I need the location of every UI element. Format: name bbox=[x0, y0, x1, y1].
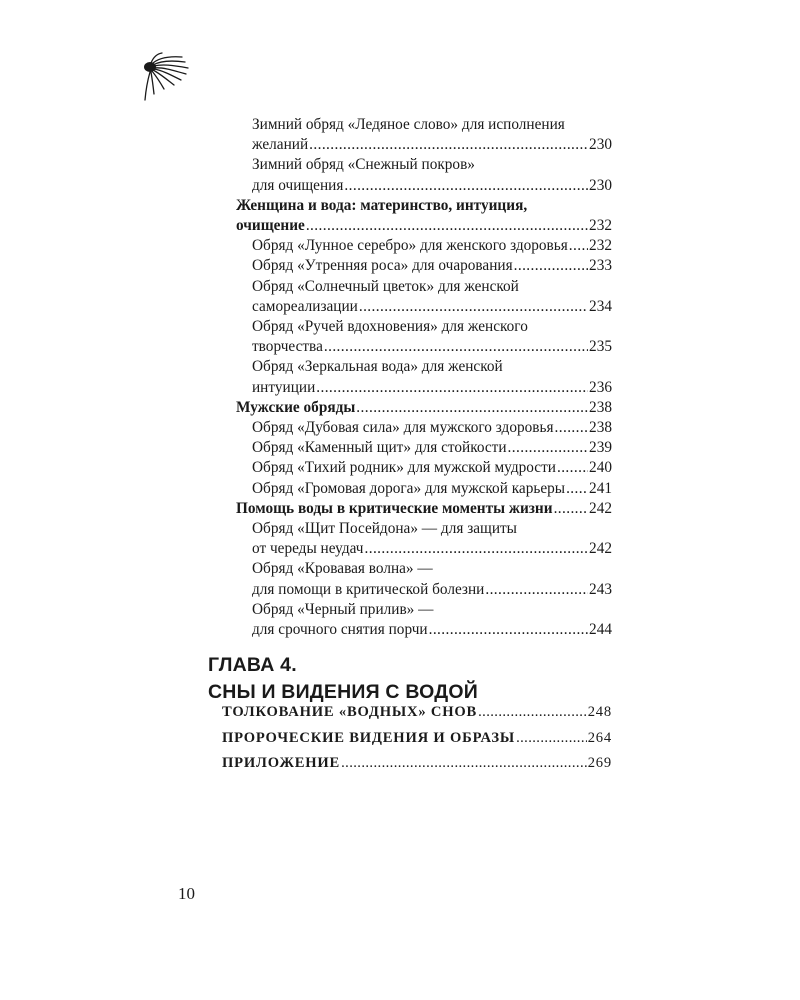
toc-subentry[interactable] bbox=[236, 418, 612, 438]
toc-line bbox=[236, 196, 612, 216]
toc-page-number: 236 bbox=[589, 378, 612, 396]
chapter-sections bbox=[222, 700, 612, 777]
dot-leader bbox=[554, 499, 588, 519]
toc-line bbox=[252, 539, 612, 559]
dot-leader bbox=[508, 438, 589, 458]
toc-page-number: 244 bbox=[589, 621, 612, 639]
toc-chapter-section[interactable] bbox=[222, 751, 612, 777]
toc-page-number: 234 bbox=[589, 297, 612, 315]
toc-entry-text: от череды неудач bbox=[252, 540, 364, 558]
toc-entry-text: Обряд «Каменный щит» для стойкости bbox=[252, 439, 507, 457]
toc-chapter-section[interactable] bbox=[222, 726, 612, 752]
toc-subentry[interactable] bbox=[236, 277, 612, 317]
toc-subentry[interactable] bbox=[236, 600, 612, 640]
toc-page-number: 230 bbox=[589, 176, 612, 194]
toc-line bbox=[252, 519, 612, 539]
toc-subentry[interactable] bbox=[236, 357, 612, 397]
dot-leader bbox=[316, 378, 588, 398]
toc-subentry[interactable] bbox=[236, 519, 612, 559]
toc-line bbox=[252, 357, 612, 377]
toc-page-number: 241 bbox=[589, 479, 612, 497]
toc-entry-text: самореализации bbox=[252, 297, 358, 315]
toc-entry-text: Зимний обряд «Снежный покров» bbox=[252, 156, 475, 174]
toc-line bbox=[252, 155, 612, 175]
toc-entry-text: Обряд «Зеркальная вода» для женской bbox=[252, 358, 503, 376]
toc-entry-text: Обряд «Лунное серебро» для женского здоровья bbox=[252, 237, 568, 255]
chapter-heading bbox=[208, 652, 618, 706]
toc-page-number: 264 bbox=[587, 729, 612, 746]
radiant-sun-icon bbox=[138, 52, 194, 104]
chapter-title: СНЫ И ВИДЕНИЯ С ВОДОЙ bbox=[208, 681, 478, 703]
toc-subentry[interactable] bbox=[236, 256, 612, 276]
toc-page-number: 233 bbox=[589, 257, 612, 275]
dot-leader bbox=[359, 297, 588, 317]
toc-section[interactable] bbox=[236, 499, 612, 519]
dot-leader bbox=[306, 216, 588, 236]
toc-page-number: 248 bbox=[587, 704, 612, 720]
toc-line bbox=[236, 398, 612, 418]
toc-entry-text: Обряд «Щит Посейдона» — для защиты bbox=[252, 520, 517, 538]
dot-leader bbox=[309, 135, 588, 155]
toc-page-number: 230 bbox=[589, 136, 612, 154]
dot-leader bbox=[478, 700, 587, 726]
toc-entry-text: Обряд «Солнечный цветок» для женской bbox=[252, 277, 519, 295]
dot-leader bbox=[557, 458, 588, 478]
toc-entry-text: Мужские обряды bbox=[236, 398, 356, 416]
toc-line bbox=[252, 580, 612, 600]
toc-page-number: 239 bbox=[589, 439, 612, 457]
toc-line bbox=[252, 176, 612, 196]
toc-page-number: 232 bbox=[589, 217, 612, 235]
toc-subentry[interactable] bbox=[236, 559, 612, 599]
toc-entry-text: Обряд «Тихий родник» для мужской мудрости bbox=[252, 459, 556, 477]
toc-line bbox=[252, 458, 612, 478]
toc-entry-text: очищение bbox=[236, 217, 305, 235]
toc-line bbox=[252, 337, 612, 357]
toc-subentry[interactable] bbox=[236, 458, 612, 478]
dot-leader bbox=[485, 580, 588, 600]
toc-line bbox=[252, 479, 612, 499]
toc-line bbox=[222, 700, 612, 726]
toc-entry-text: ПРОРОЧЕСКИЕ ВИДЕНИЯ И ОБРАЗЫ bbox=[222, 729, 516, 746]
toc-line bbox=[252, 297, 612, 317]
toc-entry-text: для очищения bbox=[252, 176, 344, 194]
toc-entry-text: для срочного снятия порчи bbox=[252, 621, 428, 639]
dot-leader bbox=[555, 418, 589, 438]
toc-entry-text: Обряд «Дубовая сила» для мужского здоровья bbox=[252, 419, 554, 437]
toc-line bbox=[222, 751, 612, 777]
toc-entry-text: Обряд «Черный прилив» — bbox=[252, 600, 434, 618]
toc-subentry[interactable] bbox=[236, 236, 612, 256]
toc-line bbox=[252, 418, 612, 438]
dot-leader bbox=[516, 726, 587, 752]
toc-page-number: 243 bbox=[589, 580, 612, 598]
toc-entry-text: творчества bbox=[252, 338, 323, 356]
toc-page-number: 232 bbox=[589, 237, 612, 255]
toc-page-number: 269 bbox=[587, 755, 612, 771]
toc-line bbox=[252, 559, 612, 579]
toc-line bbox=[252, 317, 612, 337]
toc-section[interactable] bbox=[236, 196, 612, 236]
toc-subentry[interactable] bbox=[236, 155, 612, 195]
toc-line bbox=[252, 277, 612, 297]
toc-line bbox=[222, 726, 612, 752]
dot-leader bbox=[429, 620, 588, 640]
toc-line bbox=[252, 256, 612, 276]
toc-entry-text: ТОЛКОВАНИЕ «ВОДНЫХ» СНОВ bbox=[222, 704, 478, 720]
dot-leader bbox=[514, 256, 588, 276]
dot-leader bbox=[341, 751, 587, 777]
toc-line bbox=[252, 620, 612, 640]
toc-entry-text: Обряд «Громовая дорога» для мужской карьеры bbox=[252, 479, 566, 497]
toc-line bbox=[252, 115, 612, 135]
toc-chapter-section[interactable] bbox=[222, 700, 612, 726]
toc-entry-text: Зимний обряд «Ледяное слово» для исполнения bbox=[252, 116, 565, 133]
chapter-number: ГЛАВА 4. bbox=[208, 654, 297, 676]
toc-page-number: 235 bbox=[589, 338, 612, 356]
toc-entry-text: Помощь воды в критические моменты жизни bbox=[236, 499, 553, 517]
toc-entry-text: Обряд «Ручей вдохновения» для женского bbox=[252, 318, 528, 336]
toc-page-number: 242 bbox=[589, 499, 612, 517]
toc-entry-text: Женщина и вода: материнство, интуиция, bbox=[236, 196, 528, 214]
toc-subentry[interactable] bbox=[236, 479, 612, 499]
toc-page-number: 238 bbox=[589, 419, 612, 437]
toc-entry-text: ПРИЛОЖЕНИЕ bbox=[222, 755, 341, 771]
toc-page-number: 238 bbox=[589, 398, 612, 416]
toc-entry-text: интуиции bbox=[252, 378, 316, 396]
toc-page-number: 240 bbox=[589, 459, 612, 477]
toc-line bbox=[236, 499, 612, 519]
dot-leader bbox=[344, 176, 588, 196]
toc-line bbox=[252, 236, 612, 256]
toc-subentry[interactable] bbox=[236, 317, 612, 357]
toc-subentry[interactable] bbox=[236, 115, 612, 155]
dot-leader bbox=[324, 337, 588, 357]
toc-line bbox=[236, 216, 612, 236]
toc-subentry[interactable] bbox=[236, 438, 612, 458]
table-of-contents bbox=[236, 115, 612, 640]
dot-leader bbox=[365, 539, 589, 559]
toc-section[interactable] bbox=[236, 398, 612, 418]
page-number: 10 bbox=[178, 884, 195, 903]
toc-line bbox=[252, 438, 612, 458]
toc-line bbox=[252, 600, 612, 620]
dot-leader bbox=[566, 479, 588, 499]
toc-entry-text: Обряд «Утренняя роса» для очарования bbox=[252, 257, 513, 275]
toc-page-number: 242 bbox=[589, 540, 612, 558]
dot-leader bbox=[356, 398, 588, 418]
toc-entry-text: для помощи в критической болезни bbox=[252, 580, 485, 598]
toc-entry-text: Обряд «Кровавая волна» — bbox=[252, 560, 433, 578]
toc-line bbox=[252, 135, 612, 155]
toc-entry-text: желаний bbox=[252, 136, 309, 154]
toc-line bbox=[252, 378, 612, 398]
dot-leader bbox=[569, 236, 588, 256]
